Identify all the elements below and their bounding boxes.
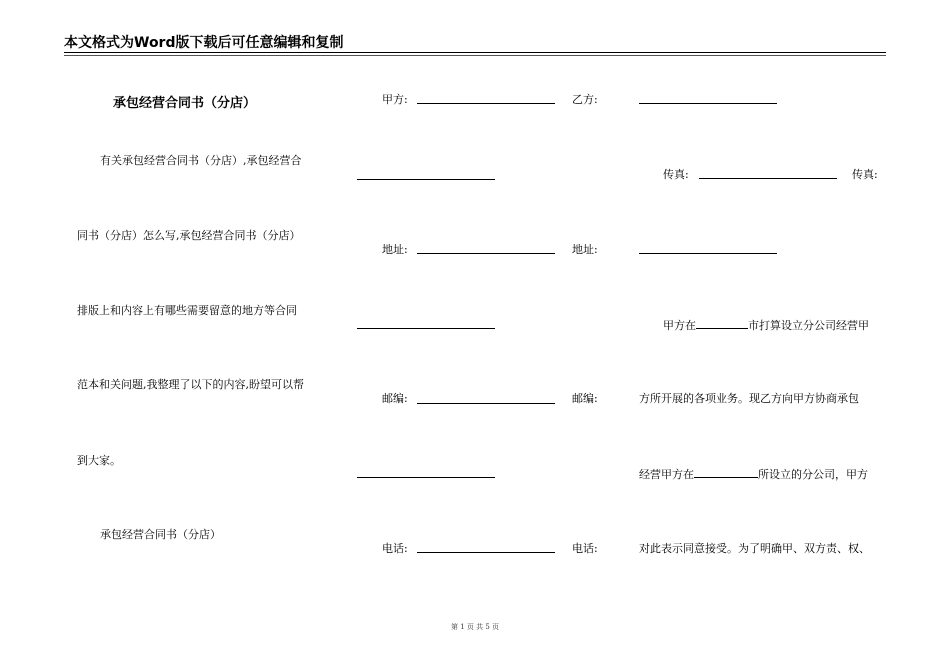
party-a-label: 甲方:: [382, 93, 408, 106]
location-blank: [694, 467, 758, 478]
address-a-blank: [417, 253, 555, 254]
address-b-label: 地址:: [572, 243, 598, 256]
para-line-1-b: 市打算设立分公司经营甲: [748, 319, 869, 332]
blank-line-1: [357, 179, 495, 180]
phone-b-label: 电话:: [572, 542, 598, 555]
body-line-6: 承包经营合同书（分店）: [100, 528, 221, 541]
fax-b-label: 传真:: [852, 168, 878, 181]
body-line-4: 范本和关问题,我整理了以下的内容,盼望可以帮: [77, 378, 304, 391]
page-footer: 第 1 页 共 5 页: [450, 623, 500, 631]
blank-line-3: [357, 477, 495, 478]
address-a-label: 地址:: [382, 243, 408, 256]
postcode-b-label: 邮编:: [572, 392, 598, 405]
para-line-3-b: 所设立的分公司，甲方: [758, 468, 868, 481]
document-header: 本文格式为Word版下载后可任意编辑和复制: [64, 34, 886, 53]
para-line-2: 方所开展的各项业务。现乙方向甲方协商承包: [639, 392, 859, 405]
party-a-blank: [417, 103, 555, 104]
body-line-2: 同书（分店）怎么写,承包经营合同书（分店）: [77, 229, 301, 242]
party-b-label: 乙方:: [572, 93, 598, 106]
fax-a-blank: [699, 178, 837, 179]
body-line-1: 有关承包经营合同书（分店）,承包经营合: [100, 154, 302, 167]
para-line-3: [639, 467, 868, 482]
blank-line-2: [357, 328, 495, 329]
para-line-1-a: 甲方在: [663, 319, 696, 332]
phone-a-blank: [417, 552, 555, 553]
body-line-3: 排版上和内容上有哪些需要留意的地方等合同: [77, 304, 297, 317]
postcode-a-label: 邮编:: [382, 392, 408, 405]
address-b-blank: [639, 253, 777, 254]
document-title: 承包经营合同书（分店）: [113, 96, 257, 111]
para-line-4: 对此表示同意接受。为了明确甲、双方责、权、: [639, 542, 870, 555]
para-line-1: [663, 318, 869, 333]
postcode-a-blank: [417, 403, 555, 404]
phone-a-label: 电话:: [382, 542, 408, 555]
para-line-3-a: 经营甲方在: [639, 468, 694, 481]
body-line-5: 到大家。: [77, 454, 121, 467]
fax-a-label: 传真:: [663, 168, 689, 181]
city-blank: [696, 318, 748, 329]
party-b-blank: [639, 103, 777, 104]
